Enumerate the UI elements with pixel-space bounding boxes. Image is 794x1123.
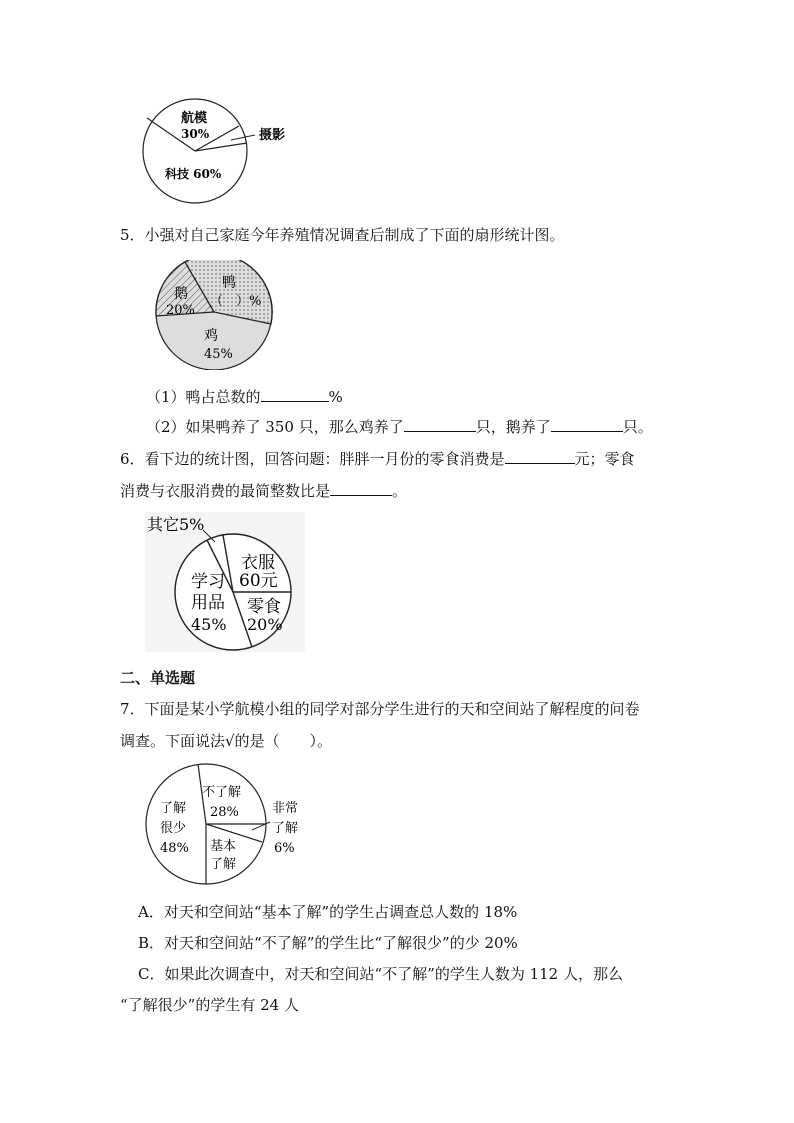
slice-label: （ ）% [210,294,262,309]
slice-label: 60元 [239,571,278,591]
section-heading: 二、单选题 [120,669,196,687]
slice-label: 衣服 [241,553,275,573]
answer-blank[interactable] [551,417,623,432]
pie-chart-activities [135,96,305,208]
slice-label: 20% [247,615,283,634]
slice-label: 航模 [181,111,208,126]
option-c-cont: “了解很少”的学生有 24 人 [120,996,299,1014]
q6-text3: 消费与衣服消费的最简整数比是 [120,482,331,500]
q6-text: 6．看下边的统计图，回答问题：胖胖一月份的零食消费是 [120,450,505,468]
answer-blank[interactable] [505,449,575,464]
slice-label: 鸭 [222,275,236,291]
slice-label: 不了解 [202,785,242,800]
q5-part2-text2: 只，鹅养了 [475,418,551,436]
option-c[interactable]: C．如果此次调查中，对天和空间站“不了解”的学生人数为 112 人，那么 [138,965,623,983]
q5-part1-text: （1）鸭占总数的 [146,388,261,406]
q5-part2-text: （2）如果鸭养了 350 只，那么鸡养了 [146,418,404,436]
slice-label: 6% [274,841,295,856]
q5-part1-unit: % [328,388,343,406]
slice-label: 48% [160,841,189,856]
label-leader [252,822,270,830]
slice-label: 基本 [210,839,237,854]
pie-chart-poultry [150,260,280,370]
slice-label: 30% [181,127,210,141]
slice-label: 零食 [247,597,281,617]
pie-chart-survey [140,760,310,890]
q5-part2 [146,417,653,437]
q7-line1: 7．下面是某小学航模小组的同学对部分学生进行的天和空间站了解程度的问卷 [120,700,640,718]
q6-line1 [120,449,635,469]
slice-label: 学习 [191,572,225,592]
slice-label: 科技 60% [165,167,222,181]
slice-label: 摄影 [259,128,286,143]
slice-label: 鹅 [174,286,188,302]
option-a[interactable]: A．对天和空间站“基本了解”的学生占调查总人数的 18% [138,903,518,921]
slice-label: 其它5% [147,515,205,534]
slice-label: 了解 [272,821,299,836]
q5-text: 5．小强对自己家庭今年养殖情况调查后制成了下面的扇形统计图。 [120,226,565,244]
slice-label: 用品 [191,593,225,613]
q6-text4: 。 [392,482,408,500]
slice-label: 鸡 [204,328,218,344]
label-leader [231,135,255,140]
option-b[interactable]: B．对天和空间站“不了解”的学生比“了解很少”的少 20% [138,934,518,952]
slice-label: 了解 [160,801,187,816]
answer-blank[interactable] [261,387,329,402]
slice-label: 20% [166,303,195,318]
q5-part1 [146,387,343,407]
answer-blank[interactable] [330,481,392,496]
answer-blank[interactable] [404,417,476,432]
q7-line2: 调查。下面说法√的是（ ）。 [120,732,333,750]
slice-label: 45% [204,347,233,362]
slice-label: 了解 [210,857,237,872]
slice-label: 45% [191,615,227,634]
q5-part2-text3: 只。 [622,418,653,436]
slice-label: 非常 [272,801,299,816]
slice-label: 28% [210,805,239,820]
slice-label: 很少 [160,821,187,836]
pie-chart-spending [145,512,305,652]
q6-line2 [120,481,407,501]
q6-text2: 元；零食 [574,450,635,468]
